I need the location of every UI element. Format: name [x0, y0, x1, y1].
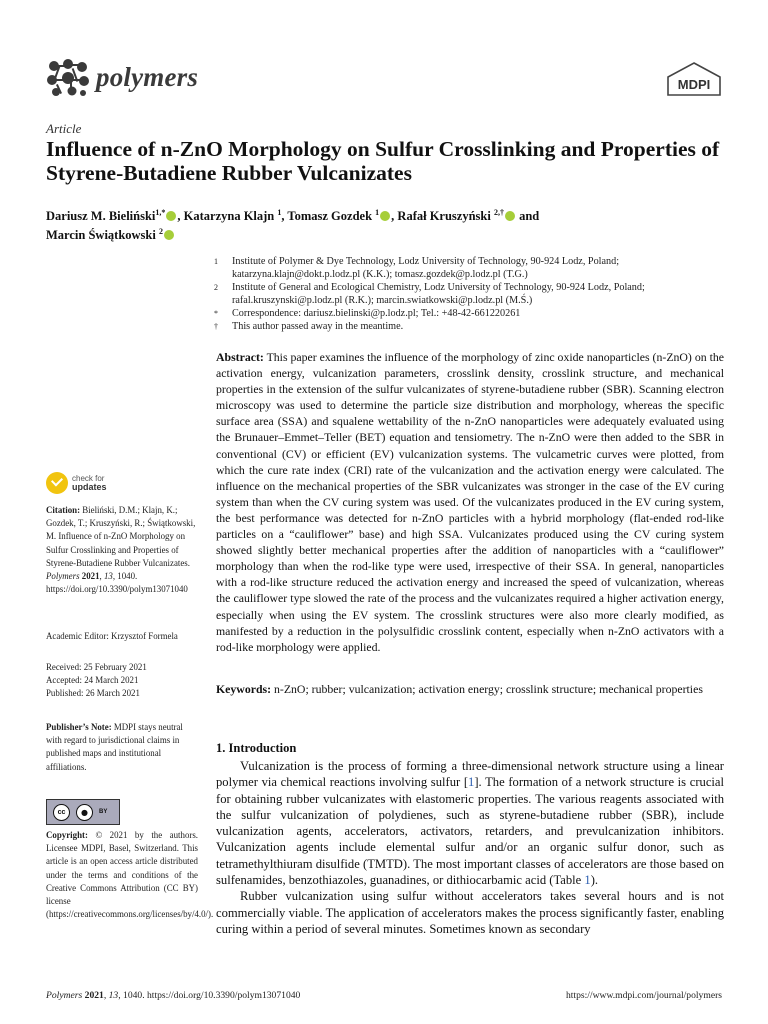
orcid-icon[interactable] — [505, 211, 515, 221]
affiliation-text: Institute of Polymer & Dye Technology, Lodz University of Technology, 90-924 Lodz, Poland; katarzyna.klajn@dokt.p.lodz.pl (K.K.); tomasz.gozdek@p.lodz.pl (T.G.) — [232, 256, 620, 280]
copyright: Copyright: © 2021 by the authors. Licensee MDPI, Basel, Switzerland. This article is an open access article distributed under the terms and conditions of the Creative Commons Attribution (CC BY) license (https://creativecommons.org/licenses/by/4.0/). — [46, 830, 214, 920]
paragraph: Rubber vulcanization using sulfur without accelerators takes several hours and is not commercially viable. The application of accelerators makes the process significantly faster, enabling curing within a period of several minutes. Sometimes known as secondary — [216, 889, 724, 936]
abstract-label: Abstract: — [216, 350, 264, 364]
abstract — [216, 349, 724, 655]
check-text: check for updates — [72, 474, 107, 492]
orcid-icon[interactable] — [166, 211, 176, 221]
author-sup: 2,† — [493, 208, 504, 217]
paragraph: Vulcanization is the process of forming a three-dimensional network structure using a linear polymer via chemical reactions involving sulfur [1]. The formation of a network structure is crucial for obtaining rubber vulcanizates with elastomeric properties. The various reagents associated with the sulfur vulcanization of polydienes, such as styrene-butadiene rubber (SBR), include vulcanization agents, accelerators, activators, retarders, and prevulcanization inhibitors. Vulcanization agents include elemental sulfur and/or an organic sulfur donor, such as tetramethylthiuram disulfide (TMTD). The most important classes of accelerators are those based on sulfenamides, benzothiazoles, guanadines, or dithiocarbamic acid (Table 1). — [216, 759, 724, 888]
author-and: and — [519, 209, 540, 224]
journal-logo — [46, 58, 198, 96]
affiliation — [214, 282, 724, 307]
footer-journal-url[interactable]: https://www.mdpi.com/journal/polymers — [565, 990, 722, 1001]
section-heading: 1. Introduction — [216, 741, 297, 755]
orcid-icon[interactable] — [380, 211, 390, 221]
citation-doi-link[interactable]: , 1040. https://doi.org/10.3390/polym13071040 — [46, 571, 188, 595]
citation-label: Citation: — [46, 505, 81, 515]
publisher-note: Publisher’s Note: MDPI stays neutral with regard to jurisdictional claims in published maps and institutional affiliations. — [46, 722, 183, 772]
author-sup: 1,* — [155, 208, 166, 217]
dates — [46, 661, 198, 701]
author[interactable]: Marcin Świątkowski — [46, 228, 156, 243]
abstract-text: This paper examines the influence of the morphology of zinc oxide nanoparticles (n-ZnO) on the activation energy, vulcanization parameters, crosslink density, crosslink structure, and mechanical properties in the extension of the sulfur vulcanizates of styrene-butadiene rubber (SBR). Scanning electron microscopy was used to determine the particle size distribution and morphology, whereas the specific surface area (SSA) and squalene wettability of the n-ZnO nanoparticles were adequately evaluated using the Brunauer–Emmet–Teller (BET) equation and tensiometry. The n-ZnO were then added to the SBR in conventional (CV) or efficient (EV) vulcanization systems. The vulcametric curves were plotted, from which the cure rate index (CRI) rate of the vulcanization and the activation energy were calculated. The influence on the mechanical properties of the SBR vulcanizates was stronger in the case of the EV curing system than when the CV curing system was used. Of the vulcanizates produced in the EV curing system, the best performance was detected for n-ZnO particles with a hybrid morphology (flat-ended rod-like particles on a “cauliflower” base) and high SSA. Vulcanizates produced using the CV curing system showed slightly better mechanical properties after the addition of nanoparticles with a “cauliflower” morphology than when the rod-like type were used, irrespective of their SSA. In general, nanoparticles with a rod-like structure reduced the activation energy and increased the speed of vulcanization, whereas the cauliflower type slowed the rate of the process and the vulcanizates required a higher activation energy, especially when using the EV system. The crosslink structures were also more clearly modified, as manifested by a reduction in the polysulfidic crosslink content, especially when n-ZnO activators with a rod-like morphology were applied. — [216, 350, 724, 654]
keywords-label: Keywords: — [216, 682, 272, 696]
by-icon: ● — [76, 804, 93, 821]
academic-editor: Academic Editor: Krzysztof Formela — [46, 631, 178, 641]
footer-doi-link[interactable]: , 1040. https://doi.org/10.3390/polym13071040 — [118, 990, 301, 1001]
polymers-logo-icon — [46, 58, 90, 96]
table-link[interactable]: 1 — [584, 873, 591, 888]
reference-link[interactable]: 1 — [468, 775, 475, 790]
cc-license-badge[interactable] — [46, 799, 120, 825]
author-note — [214, 321, 724, 334]
cc-by-label: BY — [99, 809, 108, 815]
keywords — [216, 681, 724, 697]
affiliation-mark: 1 — [214, 257, 218, 266]
author-sup: 1 — [277, 208, 282, 217]
footer-citation: Polymers 2021, 13, 1040. https://doi.org/10.3390/polym13071040 — [46, 990, 301, 1001]
article-title: Influence of n-ZnO Morphology on Sulfur Crosslinking and Properties of Styrene-Butadiene Rubber Vulcanizates — [46, 137, 720, 185]
correspondence — [214, 308, 724, 321]
affiliation-text: Correspondence: dariusz.bielinski@p.lodz.pl; Tel.: +48-42-661220261 — [232, 308, 521, 319]
cc-icon: cc — [53, 804, 70, 821]
article-type: Article — [46, 121, 82, 136]
author-sup: 1 — [375, 208, 380, 217]
citation: Citation: Bieliński, D.M.; Klajn, K.; Gozdek, T.; Kruszyński, R.; Świątkowski, M. Influence of n-ZnO Morphology on Sulfur Crosslinking and Properties of Styrene-Butadiene Rubber Vulcanizates. Polymers 2021, 13, 1040. https://doi.org/10.3390/polym13071040 — [46, 505, 196, 595]
mdpi-logo-icon — [666, 62, 722, 96]
received-date: Received: 25 February 2021 — [46, 662, 147, 672]
keywords-text: n-ZnO; rubber; vulcanization; activation energy; crosslink structure; mechanical properties — [274, 682, 703, 696]
affiliation-mark: † — [214, 322, 218, 331]
check-for-updates-button[interactable] — [46, 470, 126, 496]
journal-name: polymers — [96, 61, 199, 92]
author[interactable]: Tomasz Gozdek — [287, 209, 373, 224]
author[interactable]: Dariusz M. Bieliński — [46, 209, 156, 224]
affiliation-text: This author passed away in the meantime. — [232, 321, 404, 332]
affiliation-text: Institute of General and Ecological Chemistry, Lodz University of Technology, 90-924 Lodz, Poland; rafal.kruszynski@p.lodz.pl (R.K.); marcin.swiatkowski@p.lodz.pl (M.Ś.) — [232, 282, 645, 306]
check-icon — [46, 472, 68, 494]
author-list: Dariusz M. Bieliński$^{1,*}$ , Katarzyna Klajn $^1$, Tomasz Gozdek $^1$ , Rafał Kruszyński $^{2,\dagger}$ and Marcin Świątkowski $^2$ — [46, 208, 540, 243]
affiliation — [214, 256, 724, 281]
author-sup: 2 — [158, 227, 163, 237]
author[interactable]: Rafał Kruszyński — [397, 209, 491, 224]
publisher-name: MDPI — [677, 77, 711, 92]
author[interactable]: Katarzyna Klajn — [183, 209, 275, 224]
affiliation-mark: * — [214, 309, 218, 318]
affiliation-mark: 2 — [214, 283, 218, 292]
introduction-body — [216, 758, 724, 937]
orcid-icon[interactable] — [164, 230, 174, 240]
published-date: Published: 26 March 2021 — [46, 688, 140, 699]
accepted-date: Accepted: 24 March 2021 — [46, 675, 139, 686]
